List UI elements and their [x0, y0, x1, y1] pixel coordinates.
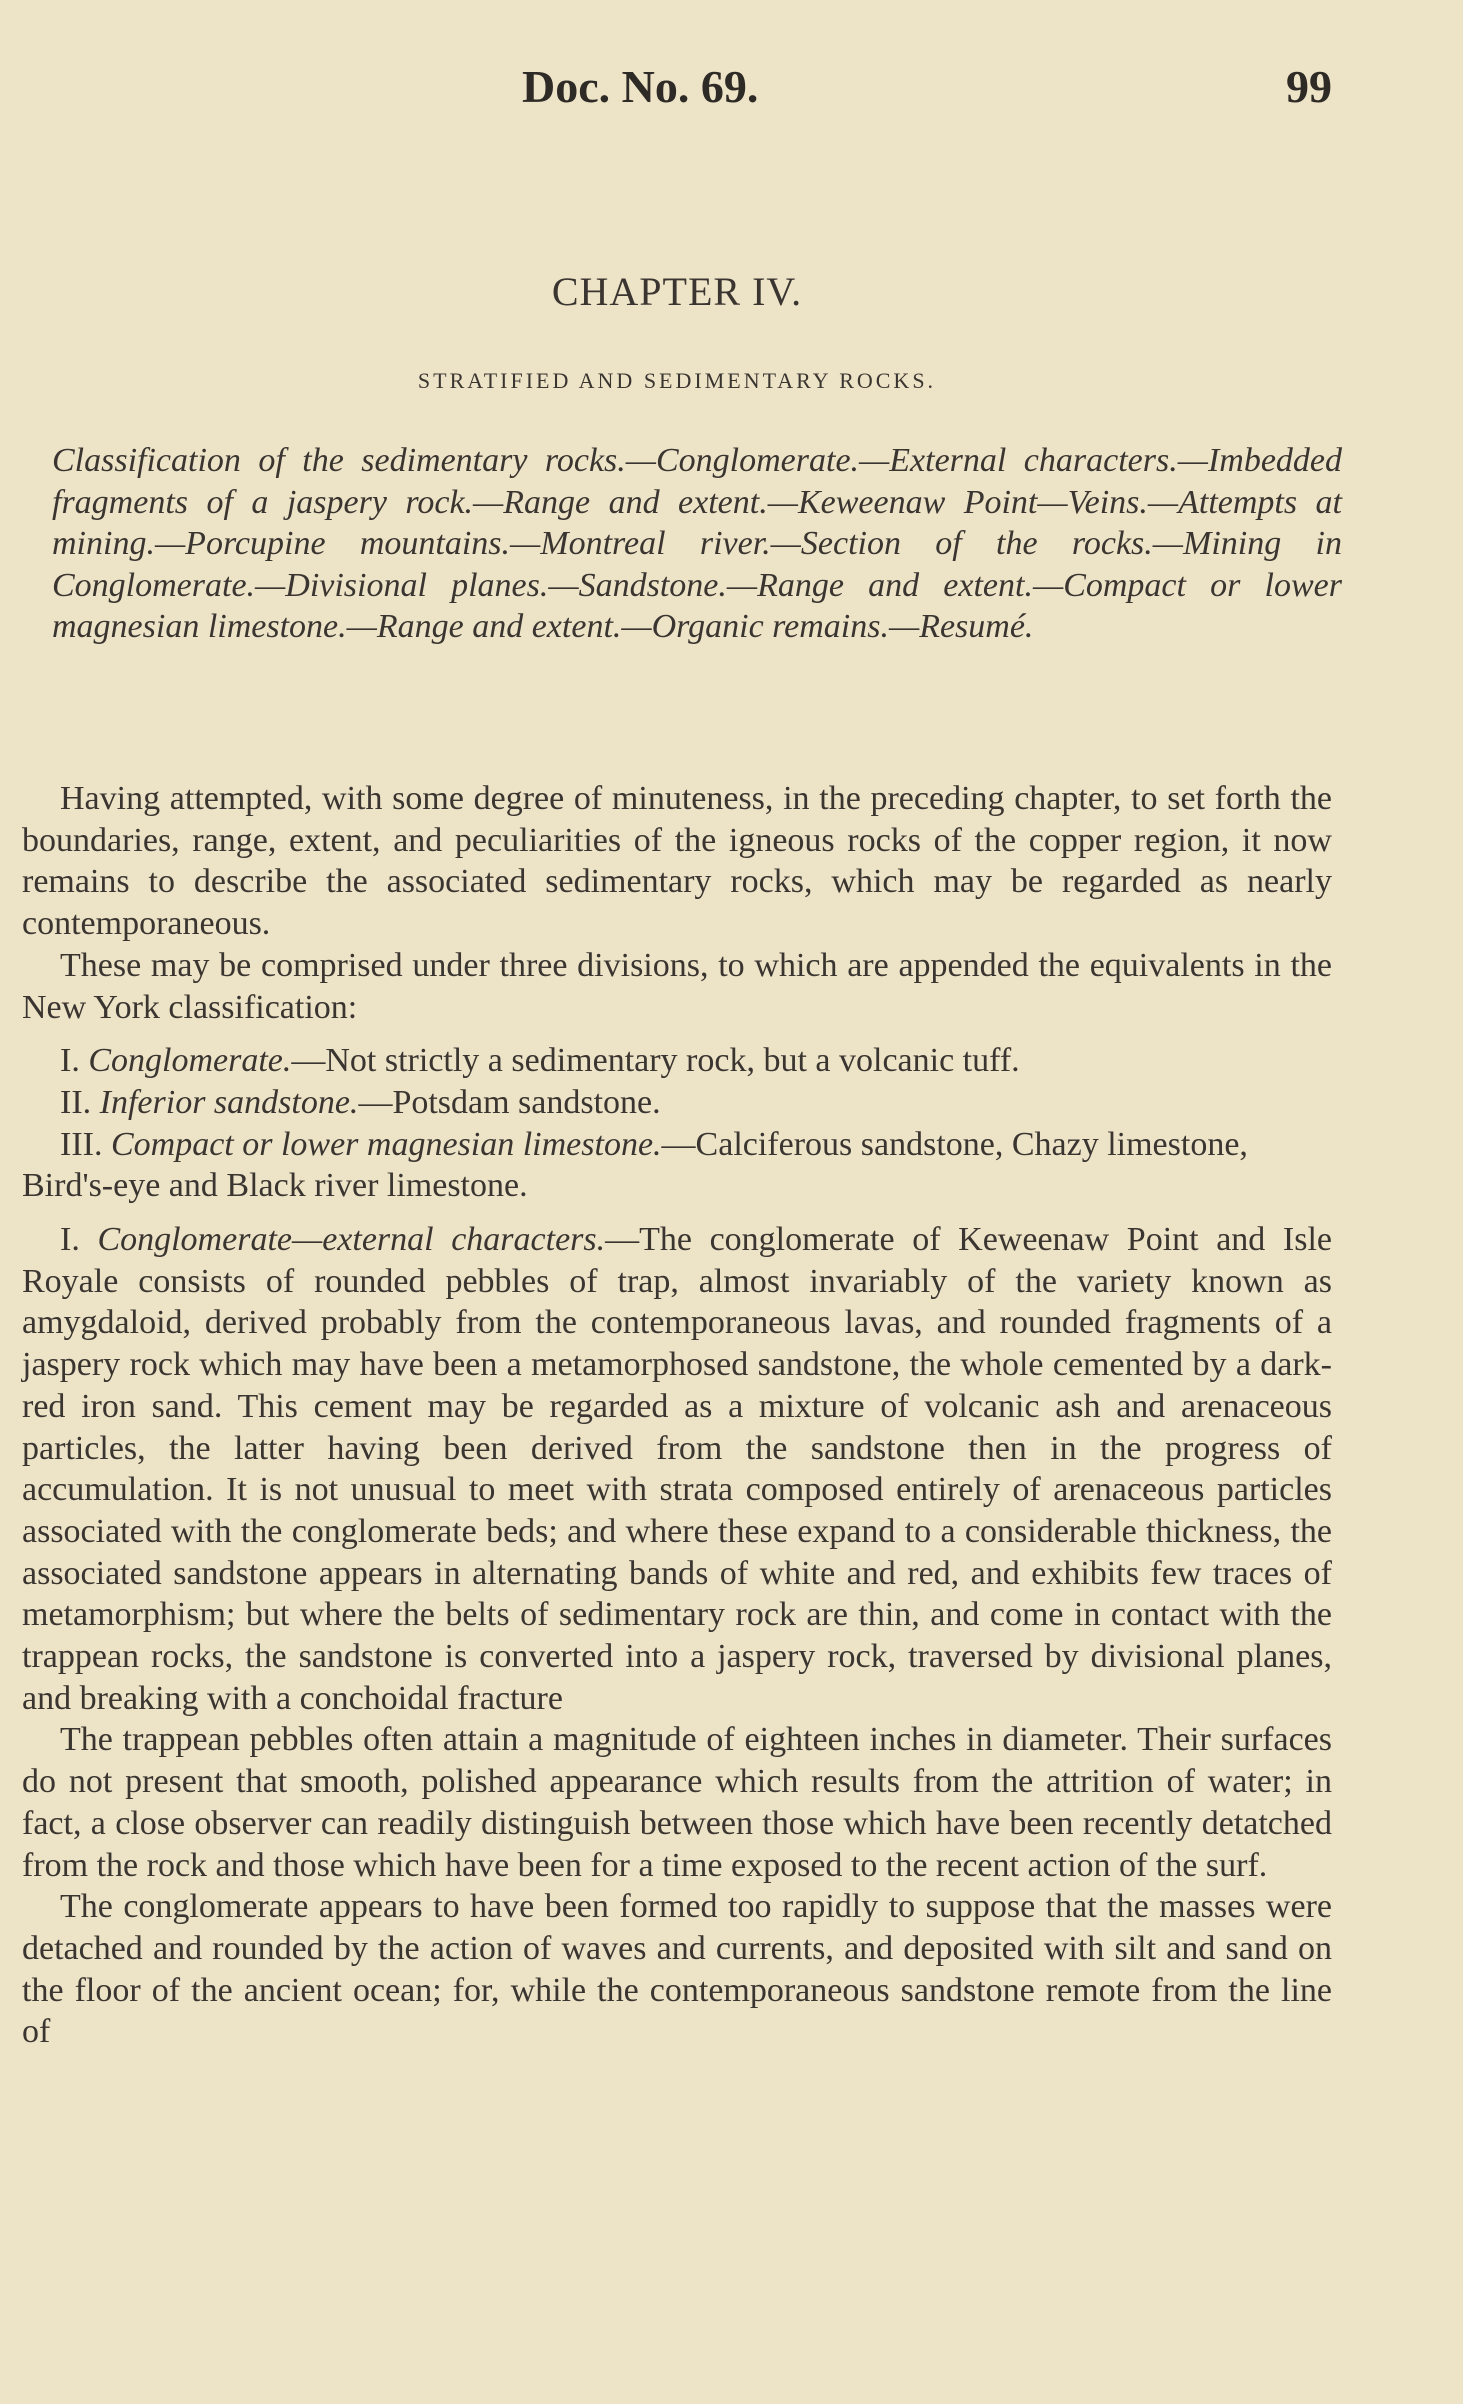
division-description: —Not strictly a sedimentary rock, but a volcanic tuff. [291, 1042, 1020, 1080]
division-number: I. [60, 1042, 80, 1080]
section-heading: Conglomerate—external characters. [97, 1221, 606, 1259]
chapter-synopsis: Classification of the sedimentary rocks.—Conglomerate.—External characters.—Imbedded fragments of a jaspery rock.—Range and extent.—Keweenaw Point—Veins.—Attempts at mining.—Porcupine mountains.—Montreal river.—Section of the rocks.—Mining in Conglomerate.—Divisional planes.—Sandstone.—Range and extent.—Compact or lower magnesian limestone.—Range and extent.—Organic remains.—Resumé. [52, 442, 1342, 645]
section-text: —The conglomerate of Keweenaw Point and Isle Royale consists of rounded pebbles of trap, almost invariably of the variety known as amygdaloid, derived probably from the contemporaneous lavas, and rounded fragments of a jaspery rock which may have been a metamorphosed sandstone, the whole cemented by a dark-red iron sand. This cement may be regarded as a mixture of volcanic ash and arenaceous particles, the latter having been derived from the sandstone then in the progress of accumulation. It is not unusual to meet with strata composed entirely of arenaceous particles associated with the conglomerate beds; and where these expand to a considerable thickness, the associated sandstone appears in alternating bands of white and red, and exhibits few traces of metamorphism; but where the belts of sedimentary rock are thin, and come in contact with the trappean rocks, the sandstone is converted into a jaspery rock, traversed by divisional planes, and breaking with a conchoidal fracture [22, 1221, 1332, 1717]
division-item [22, 1082, 1332, 1124]
running-header [22, 60, 1332, 120]
paragraph-divisions-intro: These may be comprised under three divisions, to which are appended the equivalents in the New York classification: [22, 946, 1332, 1026]
document-number: Doc. No. 69. [522, 61, 759, 112]
division-description: —Potsdam sandstone. [358, 1083, 661, 1121]
division-number: III. [60, 1125, 103, 1163]
division-name: Conglomerate. [88, 1042, 292, 1080]
division-description: —Calciferous sandstone, Chazy limestone, Bird's-eye and Black river limestone. [22, 1125, 1248, 1205]
division-name: Inferior sandstone. [99, 1083, 359, 1121]
division-name: Compact or lower magnesian limestone. [110, 1125, 662, 1163]
body-text [22, 778, 1332, 2053]
paragraph-formation: The conglomerate appears to have been formed too rapidly to suppose that the masses were detached and rounded by the action of waves and currents, and deposited with silt and sand on the floor of the ancient ocean; for, while the contemporaneous sandstone remote from the line of [22, 1888, 1332, 2051]
section-number: I. [60, 1221, 80, 1259]
paragraph-pebbles: The trappean pebbles often attain a magnitude of eighteen inches in diameter. Their surfaces do not present that smooth, polished appearance which results from the attrition of water; in fact, a close observer can readily distinguish between those which have been recently detatched from the rock and those which have been for a time exposed to the recent action of the surf. [22, 1721, 1332, 1884]
paragraph-intro: Having attempted, with some degree of minuteness, in the preceding chapter, to set forth the boundaries, range, extent, and peculiarities of the igneous rocks of the copper region, it now remains to describe the associated sedimentary rocks, which may be regarded as nearly contemporaneous. [22, 780, 1332, 943]
divisions-list [22, 1040, 1332, 1207]
page-number: 99 [1286, 61, 1332, 112]
chapter-title: CHAPTER IV. [551, 269, 803, 314]
division-item [22, 1040, 1332, 1082]
division-number: II. [60, 1083, 92, 1121]
chapter-subtitle: STRATIFIED AND SEDIMENTARY ROCKS. [417, 368, 937, 393]
paragraph-conglomerate [22, 1219, 1332, 1719]
division-item [22, 1124, 1332, 1207]
